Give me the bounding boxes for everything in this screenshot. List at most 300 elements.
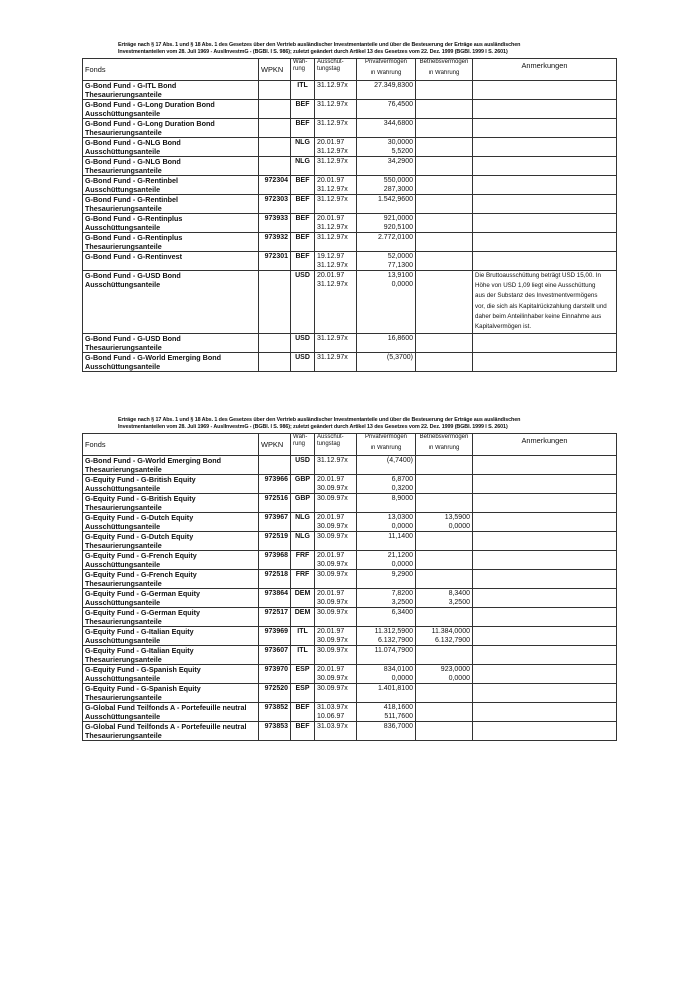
privat-value-cell-line: 11.312,5900 xyxy=(374,627,413,635)
date-cell-line: 31.12.97x xyxy=(317,261,348,269)
privat-value-cell xyxy=(357,493,416,512)
table-row xyxy=(83,213,617,232)
date-cell xyxy=(315,137,357,156)
privat-value-cell xyxy=(357,156,416,175)
betrieb-value-cell xyxy=(416,474,473,493)
remark-cell-line: Höhe von USD 1,09 liegt eine Ausschüttung xyxy=(475,282,596,290)
fund-name xyxy=(83,474,259,493)
table-row xyxy=(83,531,617,550)
fund-name-line: G-Bond Fund - G-World Emerging Bond xyxy=(85,455,222,465)
fund-name-line: Ausschüttungsanteile xyxy=(85,521,161,531)
wpkn-cell: 972518 xyxy=(259,569,291,588)
table-body xyxy=(83,455,617,740)
betrieb-value-cell xyxy=(416,137,473,156)
wpkn-cell: 973967 xyxy=(259,512,291,531)
fund-name-line: G-Bond Fund - G-USD Bond xyxy=(85,333,181,343)
privat-value-cell-line: 1.401,8100 xyxy=(377,684,413,692)
remark-cell xyxy=(473,118,617,137)
date-cell xyxy=(315,626,357,645)
fund-name-line: Ausschüttungsanteile xyxy=(85,279,161,289)
date-cell-line: 31.12.97x xyxy=(317,233,348,241)
fund-name-line: Ausschüttungsanteile xyxy=(85,184,161,194)
fund-name-line: G-Bond Fund - G-ITL Bond xyxy=(85,80,177,90)
table-row xyxy=(83,194,617,213)
note-line: Erträge nach § 17 Abs. 1 und § 18 Abs. 1 des Gesetzes über den Vertrieb ausländischer Investmentanteile und über die Besteuerung der Erträge aus ausländischen xyxy=(118,42,521,48)
fund-name xyxy=(83,550,259,569)
wpkn-cell xyxy=(259,99,291,118)
currency-cell: NLG xyxy=(291,512,315,531)
fund-name-line: G-Bond Fund - G-Long Duration Bond xyxy=(85,99,215,109)
header-fonds: Fonds xyxy=(83,58,259,80)
remark-cell xyxy=(473,352,617,371)
privat-value-cell-line: 287,3000 xyxy=(383,185,413,193)
privat-value-cell-line: 34,2900 xyxy=(387,157,413,165)
currency-cell: USD xyxy=(291,352,315,371)
section-1 xyxy=(82,42,616,372)
fund-name-line: G-Equity Fund - G-German Equity xyxy=(85,588,200,598)
date-cell xyxy=(315,175,357,194)
fund-name-line: G-Bond Fund - G-Rentinbel xyxy=(85,194,179,204)
privat-value-cell-line: 511,7600 xyxy=(384,712,413,720)
betrieb-value-cell xyxy=(416,352,473,371)
privat-value-cell-line: 21,1200 xyxy=(387,551,413,559)
remark-cell xyxy=(473,213,617,232)
section-2-table xyxy=(82,433,617,741)
fund-name xyxy=(83,455,259,474)
fund-name-line: Ausschüttungsanteile xyxy=(85,673,161,683)
date-cell-line: 31.03.97x xyxy=(317,703,348,711)
betrieb-value-cell xyxy=(416,455,473,474)
fund-name-line: G-Equity Fund - G-British Equity xyxy=(85,493,196,503)
table-row xyxy=(83,251,617,270)
betrieb-value-cell-line: 13,5900 xyxy=(444,513,470,521)
betrieb-value-cell-line: 0,0000 xyxy=(448,522,470,530)
betrieb-value-cell xyxy=(416,99,473,118)
date-cell-line: 30.09.97x xyxy=(317,484,348,492)
wpkn-cell: 972304 xyxy=(259,175,291,194)
privat-value-cell-line: 836,7000 xyxy=(383,722,413,730)
table-row xyxy=(83,137,617,156)
fund-name xyxy=(83,702,259,721)
privat-value-cell-line: 550,0000 xyxy=(383,176,413,184)
date-cell-line: 20.01.97 xyxy=(317,475,345,483)
wpkn-cell: 972303 xyxy=(259,194,291,213)
betrieb-value-cell xyxy=(416,333,473,352)
wpkn-cell: 972520 xyxy=(259,683,291,702)
section-2-legal-note xyxy=(118,417,616,432)
table-row xyxy=(83,156,617,175)
date-cell xyxy=(315,531,357,550)
fund-name-line: G-Bond Fund - G-USD Bond xyxy=(85,270,181,280)
currency-cell: FRF xyxy=(291,569,315,588)
fund-name-line: Ausschüttungsanteile xyxy=(85,711,161,721)
fund-name-line: G-Equity Fund - G-French Equity xyxy=(85,569,197,579)
fund-name xyxy=(83,99,259,118)
fund-name-line: Thesaurierungsanteile xyxy=(85,578,162,588)
remark-cell xyxy=(473,270,617,333)
privat-value-cell xyxy=(357,664,416,683)
fund-name-line: G-Bond Fund - G-Rentinplus xyxy=(85,232,183,242)
table-row xyxy=(83,99,617,118)
privat-value-cell-line: 13,9100 xyxy=(387,271,413,279)
betrieb-value-cell xyxy=(416,213,473,232)
fund-name-line: G-Bond Fund - G-World Emerging Bond xyxy=(85,352,222,362)
wpkn-cell: 972516 xyxy=(259,493,291,512)
currency-cell: USD xyxy=(291,270,315,333)
date-cell-line: 31.12.97x xyxy=(317,157,348,165)
fund-name-line: Thesaurierungsanteile xyxy=(85,241,162,251)
privat-value-cell-line: 30,0000 xyxy=(387,138,413,146)
remark-cell xyxy=(473,493,617,512)
betrieb-value-cell xyxy=(416,626,473,645)
remark-cell-line: vor, die sich als Kapitalrückzahlung darstellt und xyxy=(475,302,607,310)
privat-value-cell xyxy=(357,333,416,352)
privat-value-cell-line: 0,3200 xyxy=(391,484,413,492)
table-row xyxy=(83,512,617,531)
fund-name-line: G-Bond Fund - G-NLG Bond xyxy=(85,137,181,147)
currency-cell: BEF xyxy=(291,721,315,740)
header-fonds: Fonds xyxy=(83,433,259,455)
betrieb-value-cell xyxy=(416,645,473,664)
privat-value-cell-line: 6,3400 xyxy=(391,608,413,616)
privat-value-cell xyxy=(357,455,416,474)
header-betriebsvermoegen: Betriebsvermögen xyxy=(416,433,473,445)
wpkn-cell: 973853 xyxy=(259,721,291,740)
fund-name xyxy=(83,352,259,371)
remark-cell xyxy=(473,156,617,175)
currency-cell: ITL xyxy=(291,626,315,645)
betrieb-value-cell xyxy=(416,118,473,137)
privat-value-cell-line: 52,0000 xyxy=(387,252,413,260)
table-row xyxy=(83,721,617,740)
privat-value-cell xyxy=(357,80,416,99)
privat-value-cell xyxy=(357,175,416,194)
header-betrieb-sub: in Währung xyxy=(416,70,473,80)
table-row xyxy=(83,626,617,645)
wpkn-cell: 973932 xyxy=(259,232,291,251)
date-cell xyxy=(315,664,357,683)
privat-value-cell-line: 5,5200 xyxy=(391,147,413,155)
fund-name xyxy=(83,664,259,683)
fund-name xyxy=(83,251,259,270)
header-wpkn: WPKN xyxy=(259,58,291,80)
wpkn-cell xyxy=(259,156,291,175)
privat-value-cell-line: 0,0000 xyxy=(391,560,413,568)
wpkn-cell: 972301 xyxy=(259,251,291,270)
remark-cell xyxy=(473,588,617,607)
fund-name-line: Thesaurierungsanteile xyxy=(85,616,162,626)
currency-cell: BEF xyxy=(291,194,315,213)
remark-cell xyxy=(473,175,617,194)
date-cell xyxy=(315,213,357,232)
date-cell xyxy=(315,352,357,371)
fund-name-line: Ausschüttungsanteile xyxy=(85,146,161,156)
currency-cell: NLG xyxy=(291,156,315,175)
betrieb-value-cell xyxy=(416,550,473,569)
remark-cell xyxy=(473,702,617,721)
privat-value-cell xyxy=(357,137,416,156)
date-cell-line: 31.12.97x xyxy=(317,334,348,342)
privat-value-cell xyxy=(357,232,416,251)
table-row xyxy=(83,550,617,569)
fund-name-line: Ausschüttungsanteile xyxy=(85,483,161,493)
remark-cell xyxy=(473,683,617,702)
header-betrieb-sub: in Währung xyxy=(416,445,473,455)
privat-value-cell-line: 0,0000 xyxy=(391,674,413,682)
currency-cell: DEM xyxy=(291,607,315,626)
betrieb-value-cell xyxy=(416,683,473,702)
table-row xyxy=(83,455,617,474)
remark-cell xyxy=(473,664,617,683)
date-cell xyxy=(315,474,357,493)
currency-cell: FRF xyxy=(291,550,315,569)
betrieb-value-cell xyxy=(416,80,473,99)
remark-cell xyxy=(473,474,617,493)
wpkn-cell xyxy=(259,80,291,99)
table-row xyxy=(83,118,617,137)
privat-value-cell xyxy=(357,213,416,232)
privat-value-cell xyxy=(357,194,416,213)
fund-name xyxy=(83,607,259,626)
header-privatvermoegen: Privatvermögen xyxy=(357,58,416,70)
wpkn-cell: 973607 xyxy=(259,645,291,664)
privat-value-cell-line: 1.542,9600 xyxy=(377,195,413,203)
privat-value-cell-line: 77,1300 xyxy=(387,261,413,269)
fund-name xyxy=(83,493,259,512)
date-cell-line: 30.09.97x xyxy=(317,646,348,654)
fund-name xyxy=(83,213,259,232)
date-cell-line: 20.01.97 xyxy=(317,627,345,635)
note-line: Investmentanteilen vom 28. Juli 1969 - AuslInvestmG - (BGBl. I S. 986); zuletzt geändert durch Artikel 13 des Gesetzes vom 22. Dez. 1999 (BGBl. 1999 I S. 2601) xyxy=(118,424,508,431)
table-row xyxy=(83,474,617,493)
header-privat-sub: in Währung xyxy=(357,70,416,80)
remark-cell xyxy=(473,137,617,156)
remark-cell xyxy=(473,194,617,213)
currency-cell: USD xyxy=(291,455,315,474)
fund-name-line: Ausschüttungsanteile xyxy=(85,635,161,645)
privat-value-cell xyxy=(357,569,416,588)
privat-value-cell xyxy=(357,251,416,270)
privat-value-cell-line: 920,5100 xyxy=(383,223,413,231)
header-anmerkungen: Anmerkungen xyxy=(473,58,617,80)
wpkn-cell xyxy=(259,455,291,474)
privat-value-cell-line: (5,3700) xyxy=(386,353,413,361)
privat-value-cell-line: 76,4500 xyxy=(387,100,413,108)
wpkn-cell: 973970 xyxy=(259,664,291,683)
fund-name xyxy=(83,194,259,213)
fund-name xyxy=(83,270,259,333)
section-1-legal-note xyxy=(118,42,616,57)
table-row xyxy=(83,569,617,588)
fund-name-line: G-Equity Fund - G-Dutch Equity xyxy=(85,512,194,522)
privat-value-cell xyxy=(357,270,416,333)
fund-name-line: Thesaurierungsanteile xyxy=(85,654,162,664)
fund-name-line: G-Equity Fund - G-Spanish Equity xyxy=(85,683,201,693)
privat-value-cell-line: 6,8700 xyxy=(391,475,413,483)
section-1-table xyxy=(82,58,617,372)
date-cell xyxy=(315,493,357,512)
fund-name-line: G-Bond Fund - G-Rentinvest xyxy=(85,251,183,261)
privat-value-cell-line: 11,1400 xyxy=(388,532,413,540)
betrieb-value-cell xyxy=(416,531,473,550)
fund-name-line: Thesaurierungsanteile xyxy=(85,342,162,352)
fund-name xyxy=(83,512,259,531)
betrieb-value-cell-line: 923,0000 xyxy=(440,665,470,673)
currency-cell: ITL xyxy=(291,645,315,664)
privat-value-cell-line: 834,0100 xyxy=(383,665,413,673)
wpkn-cell xyxy=(259,270,291,333)
currency-cell: DEM xyxy=(291,588,315,607)
remark-cell-line: Die Bruttoausschüttung beträgt USD 15,00. In xyxy=(475,271,601,279)
header-waehrung: Wäh- rung xyxy=(291,58,315,80)
betrieb-value-cell xyxy=(416,569,473,588)
privat-value-cell xyxy=(357,626,416,645)
fund-name-line: Thesaurierungsanteile xyxy=(85,89,162,99)
betrieb-value-cell-line: 3,2500 xyxy=(448,598,470,606)
fund-name-line: G-Equity Fund - G-French Equity xyxy=(85,550,197,560)
note-line: Erträge nach § 17 Abs. 1 und § 18 Abs. 1 des Gesetzes über den Vertrieb ausländischer Investmentanteile und über die Besteuerung der Erträge aus ausländischen xyxy=(118,417,521,423)
betrieb-value-cell xyxy=(416,232,473,251)
remark-cell xyxy=(473,607,617,626)
privat-value-cell xyxy=(357,352,416,371)
date-cell xyxy=(315,333,357,352)
date-cell-line: 31.12.97x xyxy=(317,280,348,288)
privat-value-cell xyxy=(357,683,416,702)
fund-name xyxy=(83,156,259,175)
currency-cell: BEF xyxy=(291,175,315,194)
date-cell-line: 30.09.97x xyxy=(317,674,348,682)
date-cell-line: 30.09.97x xyxy=(317,684,348,692)
currency-cell: GBP xyxy=(291,474,315,493)
note-line: Investmentanteilen vom 28. Juli 1969 - AuslInvestmG - (BGBl. I S. 986); zuletzt geändert durch Artikel 13 des Gesetzes vom 22. Dez. 1999 (BGBl. 1999 I S. 2601) xyxy=(118,49,508,56)
currency-cell: BEF xyxy=(291,213,315,232)
wpkn-cell: 973864 xyxy=(259,588,291,607)
fund-name-line: Ausschüttungsanteile xyxy=(85,559,161,569)
fund-name-line: G-Equity Fund - G-Dutch Equity xyxy=(85,531,194,541)
remark-cell xyxy=(473,550,617,569)
table-row xyxy=(83,352,617,371)
fund-name-line: Thesaurierungsanteile xyxy=(85,203,162,213)
date-cell-line: 20.01.97 xyxy=(317,176,345,184)
wpkn-cell: 973852 xyxy=(259,702,291,721)
date-cell xyxy=(315,99,357,118)
fund-name-line: G-Bond Fund - G-NLG Bond xyxy=(85,156,181,166)
fund-name xyxy=(83,626,259,645)
privat-value-cell-line: 3,2500 xyxy=(391,598,413,606)
privat-value-cell xyxy=(357,645,416,664)
betrieb-value-cell xyxy=(416,512,473,531)
table-header xyxy=(83,433,617,455)
header-wpkn: WPKN xyxy=(259,433,291,455)
wpkn-cell xyxy=(259,137,291,156)
date-cell xyxy=(315,118,357,137)
section-2 xyxy=(82,417,616,741)
date-cell-line: 31.03.97x xyxy=(317,722,348,730)
date-cell-line: 20.01.97 xyxy=(317,271,345,279)
fund-name xyxy=(83,531,259,550)
remark-cell xyxy=(473,531,617,550)
header-betriebsvermoegen: Betriebsvermögen xyxy=(416,58,473,70)
privat-value-cell-line: (4,7400) xyxy=(386,456,413,464)
fund-name-line: G-Equity Fund - G-British Equity xyxy=(85,474,196,484)
betrieb-value-cell xyxy=(416,251,473,270)
privat-value-cell-line: 921,0000 xyxy=(383,214,413,222)
table-header xyxy=(83,58,617,80)
date-cell-line: 20.01.97 xyxy=(317,138,345,146)
privat-value-cell xyxy=(357,607,416,626)
header-waehrung: Wäh- rung xyxy=(291,433,315,455)
date-cell-line: 31.12.97x xyxy=(317,223,348,231)
privat-value-cell xyxy=(357,531,416,550)
fund-name-line: Thesaurierungsanteile xyxy=(85,464,162,474)
fund-name-line: Ausschüttungsanteile xyxy=(85,222,161,232)
betrieb-value-cell xyxy=(416,702,473,721)
privat-value-cell xyxy=(357,474,416,493)
date-cell-line: 30.09.97x xyxy=(317,570,348,578)
date-cell xyxy=(315,251,357,270)
wpkn-cell: 972517 xyxy=(259,607,291,626)
privat-value-cell-line: 7,8200 xyxy=(391,589,413,597)
date-cell-line: 20.01.97 xyxy=(317,513,345,521)
currency-cell: BEF xyxy=(291,118,315,137)
date-cell xyxy=(315,156,357,175)
header-ausschuettungstag: Ausschüt- tungstag xyxy=(315,58,357,80)
date-cell-line: 10.06.97 xyxy=(317,712,345,720)
date-cell-line: 30.09.97x xyxy=(317,522,348,530)
fund-name xyxy=(83,588,259,607)
date-cell-line: 31.12.97x xyxy=(317,456,348,464)
privat-value-cell-line: 2.772,0100 xyxy=(377,233,413,241)
fund-name xyxy=(83,232,259,251)
date-cell xyxy=(315,645,357,664)
date-cell-line: 30.09.97x xyxy=(317,494,348,502)
privat-value-cell-line: 13,0300 xyxy=(387,513,413,521)
remark-cell xyxy=(473,80,617,99)
wpkn-cell xyxy=(259,118,291,137)
fund-name-line: Thesaurierungsanteile xyxy=(85,730,162,740)
fund-name xyxy=(83,118,259,137)
date-cell xyxy=(315,80,357,99)
privat-value-cell xyxy=(357,721,416,740)
fund-name-line: G-Equity Fund - G-Italian Equity xyxy=(85,626,194,636)
currency-cell: NLG xyxy=(291,531,315,550)
betrieb-value-cell xyxy=(416,194,473,213)
privat-value-cell-line: 6.132,7900 xyxy=(377,636,413,644)
betrieb-value-cell-line: 0,0000 xyxy=(448,674,470,682)
fund-name-line: Thesaurierungsanteile xyxy=(85,692,162,702)
date-cell-line: 31.12.97x xyxy=(317,147,348,155)
privat-value-cell-line: 8,9000 xyxy=(391,494,413,502)
privat-value-cell xyxy=(357,588,416,607)
currency-cell: BEF xyxy=(291,232,315,251)
table-body xyxy=(83,80,617,371)
fund-name-line: Thesaurierungsanteile xyxy=(85,502,162,512)
remark-cell-line: daher beim Anteilinhaber keine Einnahme aus xyxy=(475,313,602,320)
privat-value-cell-line: 418,1600 xyxy=(383,703,413,711)
remark-cell xyxy=(473,232,617,251)
betrieb-value-cell xyxy=(416,664,473,683)
remark-cell xyxy=(473,626,617,645)
privat-value-cell-line: 0,0000 xyxy=(391,280,413,288)
date-cell-line: 30.09.97x xyxy=(317,560,348,568)
date-cell-line: 30.09.97x xyxy=(317,598,348,606)
fund-name-line: Ausschüttungsanteile xyxy=(85,597,161,607)
privat-value-cell-line: 11.074,7900 xyxy=(374,646,413,654)
fund-name-line: G-Bond Fund - G-Rentinbel xyxy=(85,175,179,185)
date-cell-line: 20.01.97 xyxy=(317,589,345,597)
header-privatvermoegen: Privatvermögen xyxy=(357,433,416,445)
fund-name-line: G-Equity Fund - G-German Equity xyxy=(85,607,200,617)
